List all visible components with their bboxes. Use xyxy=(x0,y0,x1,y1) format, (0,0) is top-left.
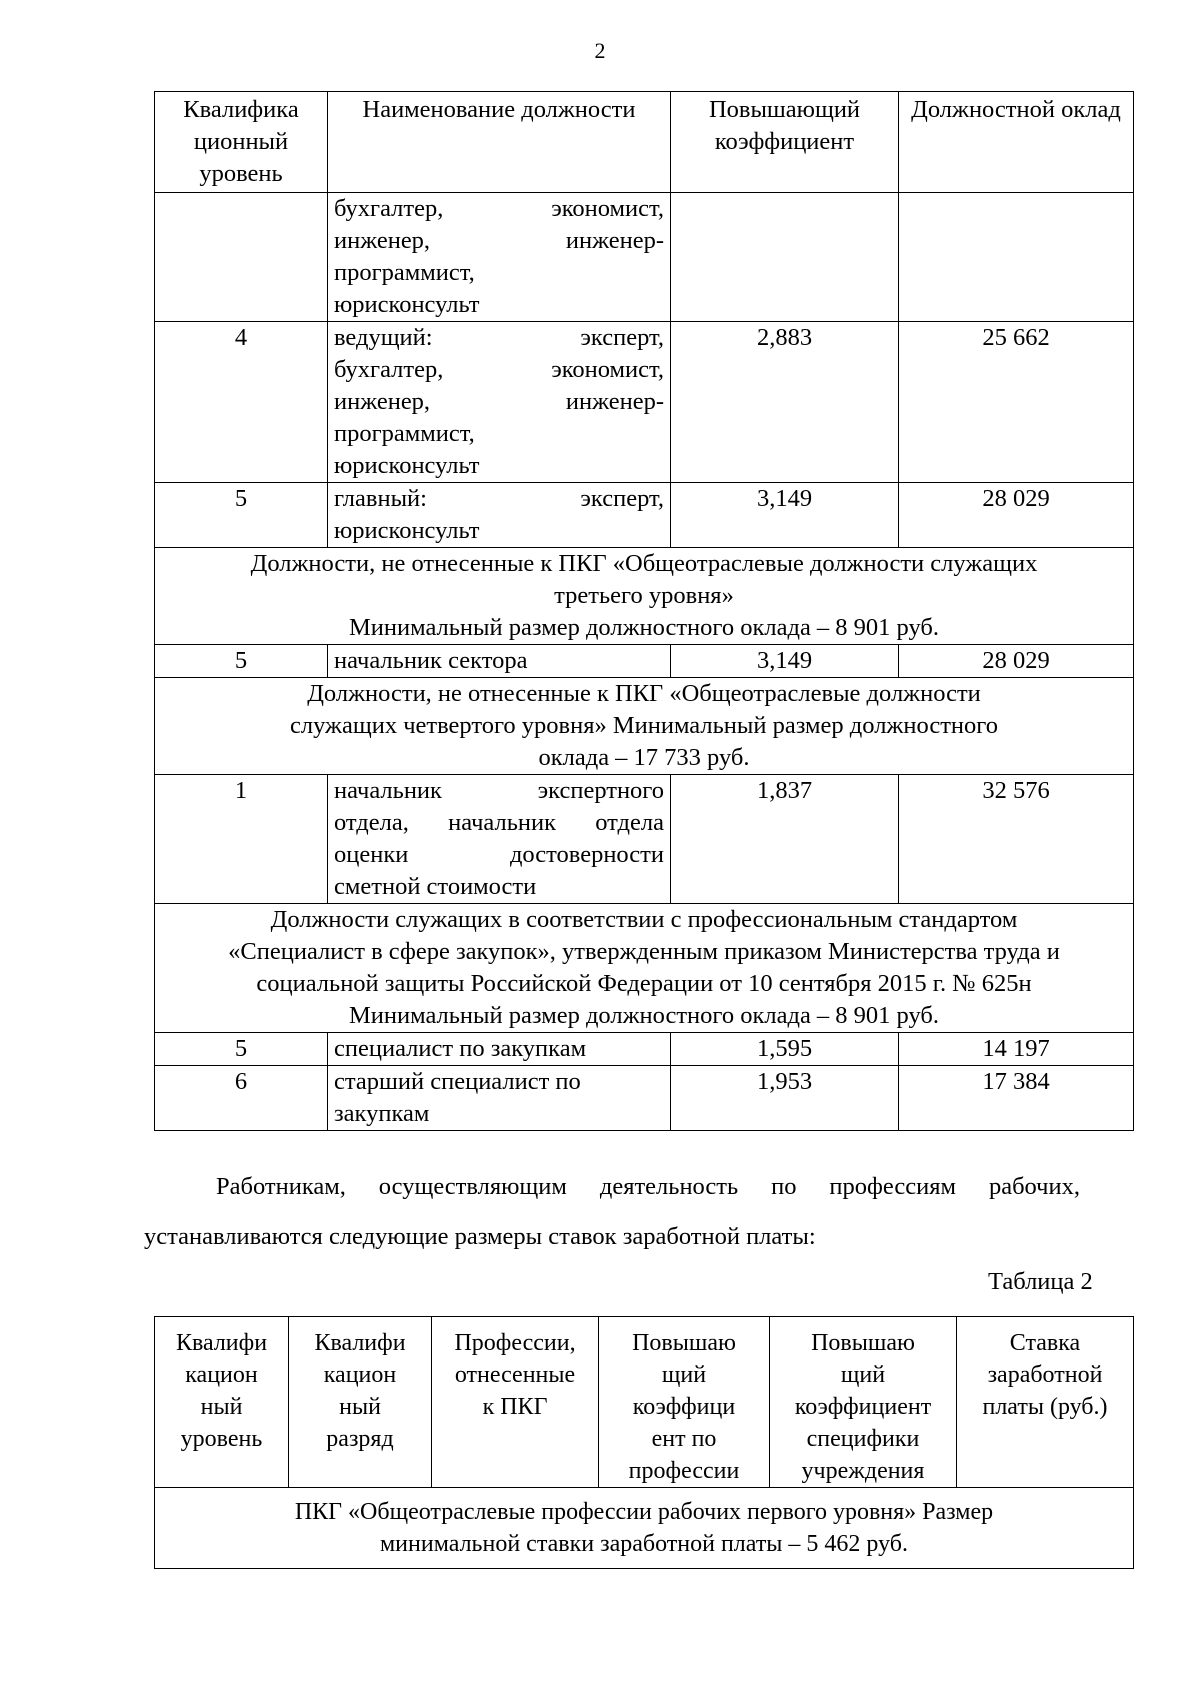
header-salary: Должностной оклад xyxy=(899,92,1134,193)
cell-level: 4 xyxy=(155,322,328,483)
cell-coef: 1,595 xyxy=(671,1033,899,1066)
table-row xyxy=(155,322,1134,483)
cell-position: специалист по закупкам xyxy=(328,1033,671,1066)
table-row xyxy=(155,1066,1134,1131)
header-rate: Ставка заработной платы (руб.) xyxy=(957,1317,1134,1488)
cell-coef: 2,883 xyxy=(671,322,899,483)
table-row xyxy=(155,1033,1134,1066)
cell-coef: 3,149 xyxy=(671,483,899,548)
header-level: Квалифика ционный уровень xyxy=(155,92,328,193)
header-coef: Повышающий коэффициент xyxy=(671,92,899,193)
header-inst-coef: Повышаю щий коэффициент специфики учреждения xyxy=(770,1317,957,1488)
section-header-row xyxy=(155,548,1134,645)
cell-level: 5 xyxy=(155,645,328,678)
cell-position: бухгалтер, экономист, инженер, инженер- программист, юрисконсульт xyxy=(328,193,671,322)
page-number: 2 xyxy=(594,38,606,63)
table-row xyxy=(155,483,1134,548)
cell-level: 1 xyxy=(155,775,328,904)
cell-level: 5 xyxy=(155,483,328,548)
table-header-row xyxy=(155,1317,1134,1488)
section-header: Должности, не отнесенные к ПКГ «Общеотраслевые должности служащих четвертого уровня» Минимальный размер должностного оклада – 17 733 руб. xyxy=(155,678,1134,775)
cell-salary: 25 662 xyxy=(899,322,1134,483)
cell-coef: 1,837 xyxy=(671,775,899,904)
cell-position: главный: эксперт, юрисконсульт xyxy=(328,483,671,548)
header-position: Наименование должности xyxy=(328,92,671,193)
cell-coef: 3,149 xyxy=(671,645,899,678)
section-header: Должности, не отнесенные к ПКГ «Общеотраслевые должности служащих третьего уровня» Минимальный размер должностного оклада – 8 901 руб. xyxy=(155,548,1134,645)
section-header-row xyxy=(155,678,1134,775)
table-caption: Таблица 2 xyxy=(988,1268,1093,1295)
cell-level: 5 xyxy=(155,1033,328,1066)
paragraph-line-1: Работникам, осуществляющим деятельность по профессиям рабочих, xyxy=(216,1173,1080,1200)
cell-coef: 1,953 xyxy=(671,1066,899,1131)
section-header: ПКГ «Общеотраслевые профессии рабочих первого уровня» Размер минимальной ставки заработной платы – 5 462 руб. xyxy=(155,1488,1134,1569)
header-professions: Профессии, отнесенные к ПКГ xyxy=(432,1317,599,1488)
header-prof-coef: Повышаю щий коэффици ент по профессии xyxy=(599,1317,770,1488)
paragraph-line-2: устанавливаются следующие размеры ставок заработной платы: xyxy=(144,1223,816,1250)
section-header-row xyxy=(155,1488,1134,1569)
cell-position: старший специалист по закупкам xyxy=(328,1066,671,1131)
table-row xyxy=(155,193,1134,322)
cell-salary: 28 029 xyxy=(899,483,1134,548)
cell-position: начальник сектора xyxy=(328,645,671,678)
cell-coef xyxy=(671,193,899,322)
table-row xyxy=(155,645,1134,678)
header-qual-grade: Квалифи кацион ный разряд xyxy=(289,1317,432,1488)
salary-table-2 xyxy=(154,1316,1134,1569)
cell-level: 6 xyxy=(155,1066,328,1131)
section-header-row xyxy=(155,904,1134,1033)
section-header: Должности служащих в соответствии с профессиональным стандартом «Специалист в сфере закупок», утвержденным приказом Министерства труда и социальной защиты Российской Федерации от 10 сентября 2015 г. № 625н Минимальный размер должностного оклада – 8 901 руб. xyxy=(155,904,1134,1033)
cell-position: начальник экспертного отдела, начальник отдела оценки достоверности сметной стоимости xyxy=(328,775,671,904)
header-qual-level: Квалифи кацион ный уровень xyxy=(155,1317,289,1488)
cell-salary: 32 576 xyxy=(899,775,1134,904)
table-row xyxy=(155,775,1134,904)
cell-salary xyxy=(899,193,1134,322)
cell-position: ведущий: эксперт, бухгалтер, экономист, инженер, инженер- программист, юрисконсульт xyxy=(328,322,671,483)
cell-salary: 28 029 xyxy=(899,645,1134,678)
table-header-row xyxy=(155,92,1134,193)
cell-salary: 14 197 xyxy=(899,1033,1134,1066)
salary-table-1 xyxy=(154,91,1134,1131)
cell-salary: 17 384 xyxy=(899,1066,1134,1131)
cell-level xyxy=(155,193,328,322)
